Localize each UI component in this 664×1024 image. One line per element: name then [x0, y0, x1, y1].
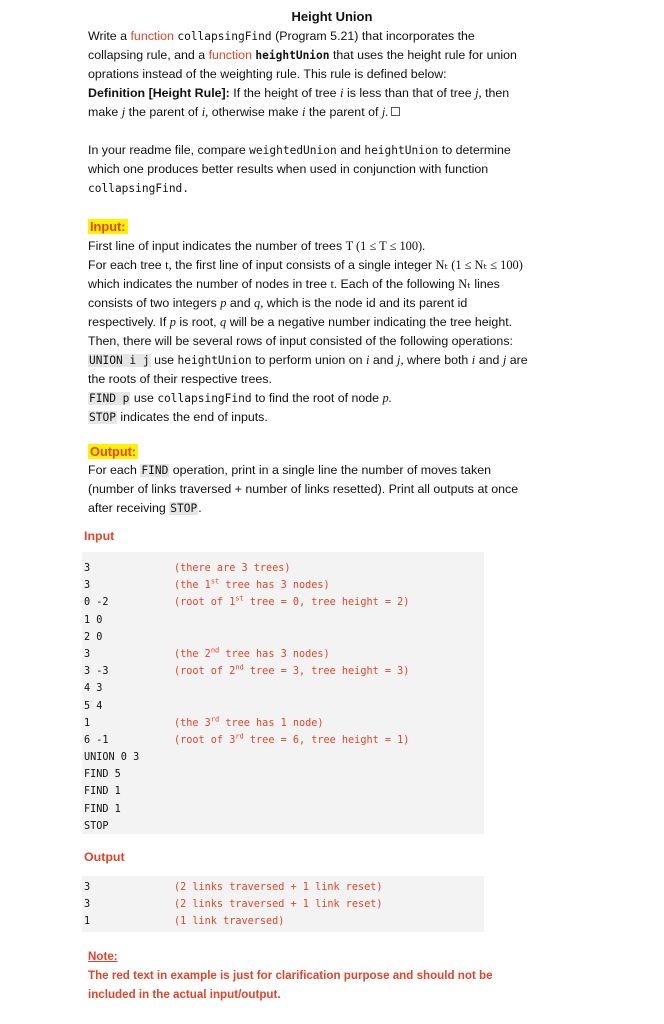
example-code: 3 [84, 648, 91, 660]
example-annotation: (2 links traversed + 1 link reset) [174, 899, 383, 911]
example-row [84, 913, 482, 930]
example-code: FIND 1 [84, 786, 121, 798]
example-row [84, 783, 482, 800]
example-output-label: Output [84, 850, 125, 864]
example-code: 1 0 [84, 614, 103, 626]
example-code: 6 -1 [84, 734, 109, 746]
definition-label: Definition [Height Rule]: [88, 86, 230, 100]
example-row [84, 732, 482, 749]
example-code: FIND 1 [84, 803, 121, 815]
example-annotation: (there are 3 trees) [174, 563, 291, 574]
function-term: function [208, 48, 252, 62]
example-row [84, 663, 482, 680]
example-code: 3 [84, 580, 91, 592]
example-row [84, 680, 482, 697]
example-annotation: (root of 1st tree = 0, tree height = 2) [174, 594, 410, 609]
example-row [84, 612, 482, 629]
example-code: 2 0 [84, 631, 103, 643]
example-row [84, 594, 482, 611]
function-term: function [130, 29, 174, 43]
output-heading: Output: [90, 444, 137, 459]
example-row [84, 879, 482, 896]
example-code: UNION 0 3 [84, 752, 140, 764]
example-annotation: (the 1st tree has 3 nodes) [174, 577, 330, 592]
example-code: 3 -3 [84, 666, 109, 678]
example-annotation: (1 link traversed) [174, 916, 285, 928]
example-row [84, 766, 482, 783]
example-row [84, 715, 482, 732]
example-code: 4 3 [84, 683, 103, 695]
note-section [88, 947, 508, 1004]
example-annotation: (root of 3rd tree = 6, tree height = 1) [174, 732, 410, 746]
intro-paragraph: Write a function collapsingFind (Program 5.21) that incorporates the collapsing rule, and a function heightUnion that uses the height rule for union oprations instead of the weighting rule. This rule is defined below: Definition [Height Rule]: If the height of tree i is less than that of tree j, then make j the parent of i, otherwise make i the parent of j. [88, 29, 517, 119]
example-code: 3 [84, 563, 91, 574]
input-heading: Input: [90, 219, 126, 234]
note-text: The red text in example is just for clarification purpose and should not be included in the actual input/output. [88, 969, 493, 1001]
output-description: For each FIND operation, print in a single line the number of moves taken (number of links traversed + number of links resetted). Print all outputs at once after receiving STOP. [88, 463, 519, 515]
example-row [84, 629, 482, 646]
example-code: FIND 5 [84, 769, 121, 781]
example-code: 0 -2 [84, 597, 109, 609]
example-code: STOP [84, 820, 109, 832]
example-row [84, 896, 482, 913]
page-title: Height Union [291, 9, 373, 24]
qed-icon [391, 107, 400, 116]
example-code: 3 [84, 882, 91, 893]
note-label: Note: [88, 950, 118, 963]
example-input-label: Input [84, 529, 115, 543]
example-row [84, 560, 482, 577]
example-row [84, 577, 482, 594]
example-row [84, 818, 482, 835]
example-row [84, 698, 482, 715]
example-row [84, 646, 482, 663]
example-annotation: (the 2nd tree has 3 nodes) [174, 646, 330, 660]
example-input-box [82, 552, 484, 834]
example-annotation: (the 3rd tree has 1 node) [174, 715, 324, 729]
example-output-box [82, 876, 484, 932]
example-row [84, 749, 482, 766]
input-description: First line of input indicates the number of trees T (1 ≤ T ≤ 100). For each tree t, the first line of input consists of a single integer Nₜ (1 ≤ Nₜ ≤ 100) which indicates the number of nodes in tree t. Each of the following Nₜ lines consists of two integers p and q, which is the node id and its parent id respectively. If p is root, q will be a negative number indicating the tree height. Then, there will be several rows of input consisted of the following operations: UNION i j use heightUnion to perform union on i and j, where both i and j are the roots of their respective trees. FIND p use collapsingFind to find the root of node p. STOP indicates the end of inputs. [88, 239, 528, 424]
example-annotation: (root of 2nd tree = 3, tree height = 3) [174, 663, 410, 678]
readme-paragraph: In your readme file, compare weightedUnion and heightUnion to determine which one produces better results when used in conjunction with function collapsingFind. [88, 143, 511, 195]
example-code: 5 4 [84, 700, 103, 712]
example-annotation: (2 links traversed + 1 link reset) [174, 882, 383, 893]
example-code: 1 [84, 717, 91, 729]
example-code: 3 [84, 899, 91, 911]
example-row [84, 801, 482, 818]
example-code: 1 [84, 916, 91, 928]
